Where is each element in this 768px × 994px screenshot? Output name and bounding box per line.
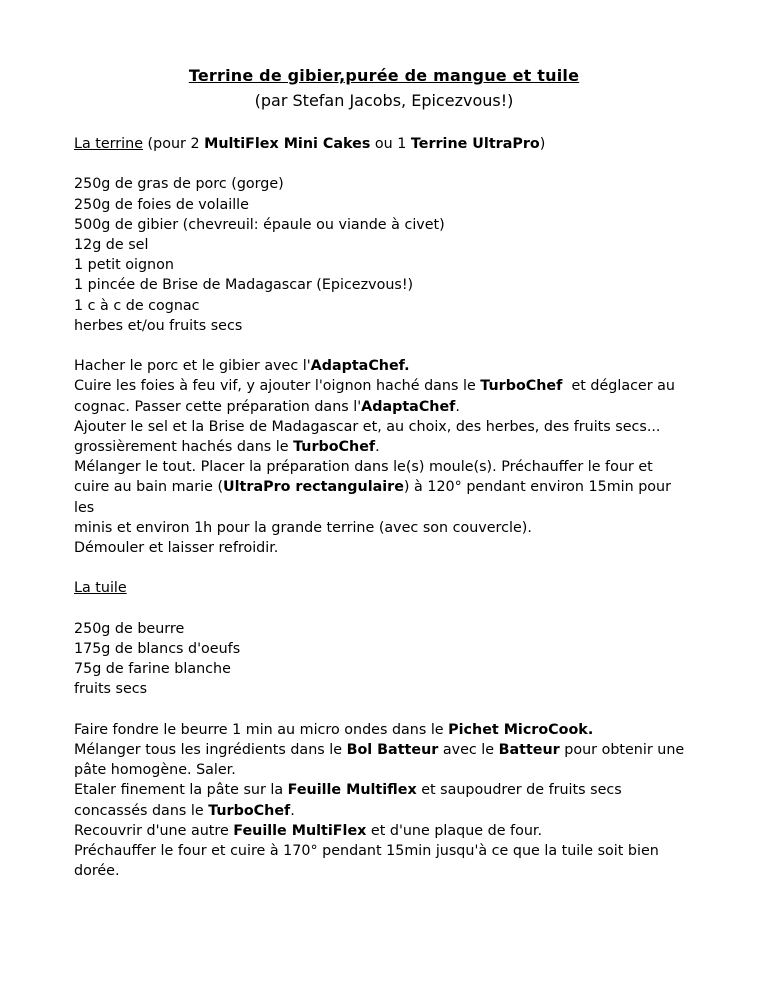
- ingredient-line: 250g de gras de porc (gorge): [74, 176, 284, 193]
- instruction-text: Cuire les foies à feu vif, y ajouter l'oignon haché dans le: [74, 378, 481, 395]
- product-name: TurboChef: [208, 802, 291, 819]
- ingredient-line: 500g de gibier (chevreuil: épaule ou viande à civet): [74, 216, 445, 233]
- ingredient-line: 250g de beurre: [74, 620, 185, 637]
- product-name: Feuille Multiflex: [287, 782, 417, 799]
- instruction-line: dorée.: [74, 863, 120, 880]
- instruction-line: pâte homogène. Saler.: [74, 762, 236, 779]
- instruction-line: Mélanger le tout. Placer la préparation dans le(s) moule(s). Préchauffer le four et: [74, 459, 653, 476]
- product-name: Pichet MicroCook.: [448, 721, 594, 738]
- instruction-text: et saupoudrer de fruits secs: [416, 782, 622, 799]
- heading-text: ): [539, 136, 546, 152]
- instruction-text: .: [375, 439, 380, 456]
- instruction-text: grossièrement hachés dans le: [74, 439, 294, 456]
- ingredient-line: 75g de farine blanche: [74, 661, 231, 678]
- product-name: AdaptaChef: [361, 398, 456, 415]
- ingredient-line: 250g de foies de volaille: [74, 196, 249, 213]
- instruction-text: Faire fondre le beurre 1 min au micro ondes dans le: [74, 721, 449, 738]
- instruction-line: [74, 780, 694, 800]
- product-name: MultiFlex Mini Cakes: [204, 136, 371, 152]
- product-name: AdaptaChef.: [310, 358, 410, 375]
- instruction-text: cognac. Passer cette préparation dans l': [74, 398, 362, 415]
- recipe-title: Terrine de gibier,purée de mangue et tuile: [188, 66, 580, 85]
- recipe-body: [74, 134, 694, 881]
- instruction-line: [74, 397, 694, 417]
- ingredient-line: 1 petit oignon: [74, 257, 174, 274]
- ingredient-line: herbes et/ou fruits secs: [74, 317, 243, 334]
- ingredient-line: 175g de blancs d'oeufs: [74, 641, 241, 658]
- instruction-text: .: [290, 802, 295, 819]
- instruction-text: ) à 120° pendant environ 15min pour les: [74, 479, 671, 516]
- instruction-text: et d'une plaque de four.: [366, 822, 542, 839]
- ingredient-line: 1 pincée de Brise de Madagascar (Epicezvous!): [74, 277, 414, 294]
- instruction-text: .: [455, 398, 460, 415]
- instruction-text: Recouvrir d'une autre: [74, 822, 234, 839]
- instruction-line: minis et environ 1h pour la grande terrine (avec son couvercle).: [74, 519, 532, 536]
- instruction-line: [74, 720, 694, 740]
- instruction-line: [74, 356, 694, 376]
- instruction-text: concassés dans le: [74, 802, 209, 819]
- instruction-text: et déglacer au: [562, 378, 675, 395]
- terrine-heading-line: [74, 134, 694, 154]
- product-name: Feuille MultiFlex: [233, 822, 367, 839]
- instruction-text: Mélanger tous les ingrédients dans le: [74, 742, 347, 759]
- tuile-heading-line: [74, 578, 694, 598]
- tuile-heading: La tuile: [74, 580, 127, 597]
- instruction-line: [74, 821, 694, 841]
- instruction-line: [74, 801, 694, 821]
- product-name: TurboChef: [480, 378, 563, 395]
- product-name: UltraPro rectangulaire: [223, 479, 404, 496]
- instruction-text: avec le: [438, 742, 499, 759]
- product-name: Terrine UltraPro: [410, 136, 540, 152]
- heading-text: ou 1: [370, 136, 411, 152]
- instruction-line: Préchauffer le four et cuire à 170° pendant 15min jusqu'à ce que la tuile soit bien: [74, 843, 659, 860]
- heading-text: (pour 2: [143, 136, 205, 152]
- terrine-heading: La terrine: [74, 136, 144, 152]
- product-name: Bol Batteur: [346, 742, 439, 759]
- instruction-line: Ajouter le sel et la Brise de Madagascar et, au choix, des herbes, des fruits secs...: [74, 418, 661, 435]
- ingredient-line: 12g de sel: [74, 237, 149, 253]
- instruction-line: [74, 477, 694, 517]
- instruction-line: [74, 376, 694, 396]
- recipe-subtitle: (par Stefan Jacobs, Epicezvous!): [254, 91, 514, 110]
- product-name: TurboChef: [293, 439, 376, 456]
- product-name: Batteur: [498, 742, 560, 759]
- ingredient-line: 1 c à c de cognac: [74, 297, 200, 314]
- instruction-text: Etaler finement la pâte sur la: [74, 782, 288, 799]
- ingredient-line: fruits secs: [74, 681, 148, 698]
- instruction-line: Démouler et laisser refroidir.: [74, 540, 279, 557]
- instruction-line: [74, 437, 694, 457]
- instruction-text: cuire au bain marie (: [74, 479, 224, 496]
- instruction-text: Hacher le porc et le gibier avec l': [74, 358, 311, 375]
- instruction-text: pour obtenir une: [559, 742, 685, 759]
- instruction-line: [74, 740, 694, 760]
